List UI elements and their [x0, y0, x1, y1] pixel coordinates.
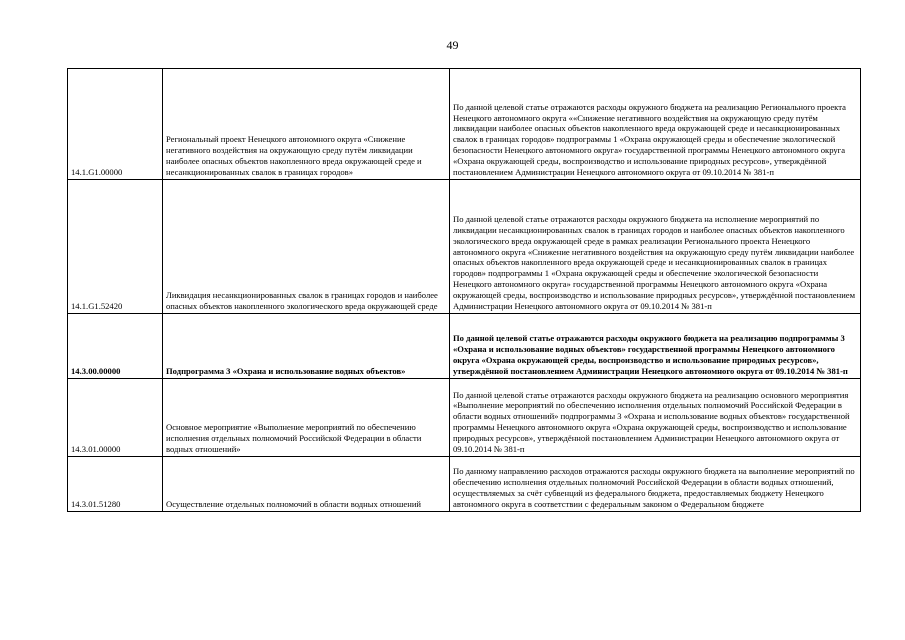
- target-article-description: По данной целевой статье отражаются расходы окружного бюджета на исполнение мероприятий по ликвидации несанкционированных свалок в границах городов и наиболее опасных объектов накопленного экологического вреда окружающей среде в рамках реализации Регионального проекта Ненецкого автономного округа «Снижение негативного воздействия на окружающую среду путём ликвидации наиболее опасных объектов накопленного вреда окружающей среде и несанкционированных свалок в границах городов» подпрограммы 1 «Охрана окружающей среды и обеспечение экологической безопасности Ненецкого автономного округа» государственной программы Ненецкого автономного округа «Охрана окружающей среды, воспроизводство и использование природных ресурсов», утверждённой постановлением Администрации Ненецкого автономного округа от 09.10.2014 № 381-п: [450, 180, 861, 314]
- target-article-name: Региональный проект Ненецкого автономного округа «Снижение негативного воздействия на окружающую среду путём ликвидации наиболее опасных объектов накопленного вреда окружающей среде и несанкционированных свалок в границах городов»: [163, 69, 450, 180]
- target-article-name: Основное мероприятие «Выполнение мероприятий по обеспечению исполнения отдельных полномочий Российской Федерации в области водных отношений»: [163, 379, 450, 457]
- target-article-code: 14.1.G1.00000: [68, 69, 163, 180]
- target-article-description: По данному направлению расходов отражаются расходы окружного бюджета на выполнение мероприятий по обеспечению исполнения отдельных полномочий Российской Федерации в области водных отношений, осуществляемых за счёт субвенций из федерального бюджета, предоставляемых бюджету Ненецкого автономного округа в соответствии с федеральным законом о Федеральном бюджете: [450, 457, 861, 512]
- table-row: [68, 457, 861, 512]
- table-row: [68, 379, 861, 457]
- target-article-code: 14.3.00.00000: [68, 314, 163, 379]
- target-article-code: 14.3.01.00000: [68, 379, 163, 457]
- target-article-code: 14.1.G1.52420: [68, 180, 163, 314]
- budget-classification-table: [67, 68, 861, 512]
- target-article-description: По данной целевой статье отражаются расходы окружного бюджета на реализацию подпрограммы 3 «Охрана и использование водных объектов» государственной программы Ненецкого автономного округа «Охрана окружающей среды, воспроизводство и использование природных ресурсов», утверждённой постановлением Администрации Ненецкого автономного округа от 09.10.2014 № 381-п: [450, 314, 861, 379]
- target-article-name: Подпрограмма 3 «Охрана и использование водных объектов»: [163, 314, 450, 379]
- target-article-name: Ликвидация несанкционированных свалок в границах городов и наиболее опасных объектов накопленного экологического вреда окружающей среде: [163, 180, 450, 314]
- target-article-description: По данной целевой статье отражаются расходы окружного бюджета на реализацию основного мероприятия «Выполнение мероприятий по обеспечению исполнения отдельных полномочий Российской Федерации в области водных отношений» подпрограммы 3 «Охрана и использование водных объектов» государственной программы Ненецкого автономного округа «Охрана окружающей среды, воспроизводство и использование природных ресурсов», утверждённой постановлением Администрации Ненецкого автономного округа от 09.10.2014 № 381-п: [450, 379, 861, 457]
- table-row: [68, 69, 861, 180]
- target-article-code: 14.3.01.51280: [68, 457, 163, 512]
- target-article-description: По данной целевой статье отражаются расходы окружного бюджета на реализацию Регионального проекта Ненецкого автономного округа ««Снижение негативного воздействия на окружающую среду путём ликвидации наиболее опасных объектов накопленного вреда окружающей среде и несанкционированных свалок в границах городов» подпрограммы 1 «Охрана окружающей среды и обеспечение экологической безопасности Ненецкого автономного округа» государственной программы Ненецкого автономного округа «Охрана окружающей среды, воспроизводство и использование природных ресурсов», утверждённой постановлением Администрации Ненецкого автономного округа от 09.10.2014 № 381-п: [450, 69, 861, 180]
- page-number: 49: [446, 38, 459, 52]
- table-row: [68, 180, 861, 314]
- table-row: [68, 314, 861, 379]
- target-article-name: Осуществление отдельных полномочий в области водных отношений: [163, 457, 450, 512]
